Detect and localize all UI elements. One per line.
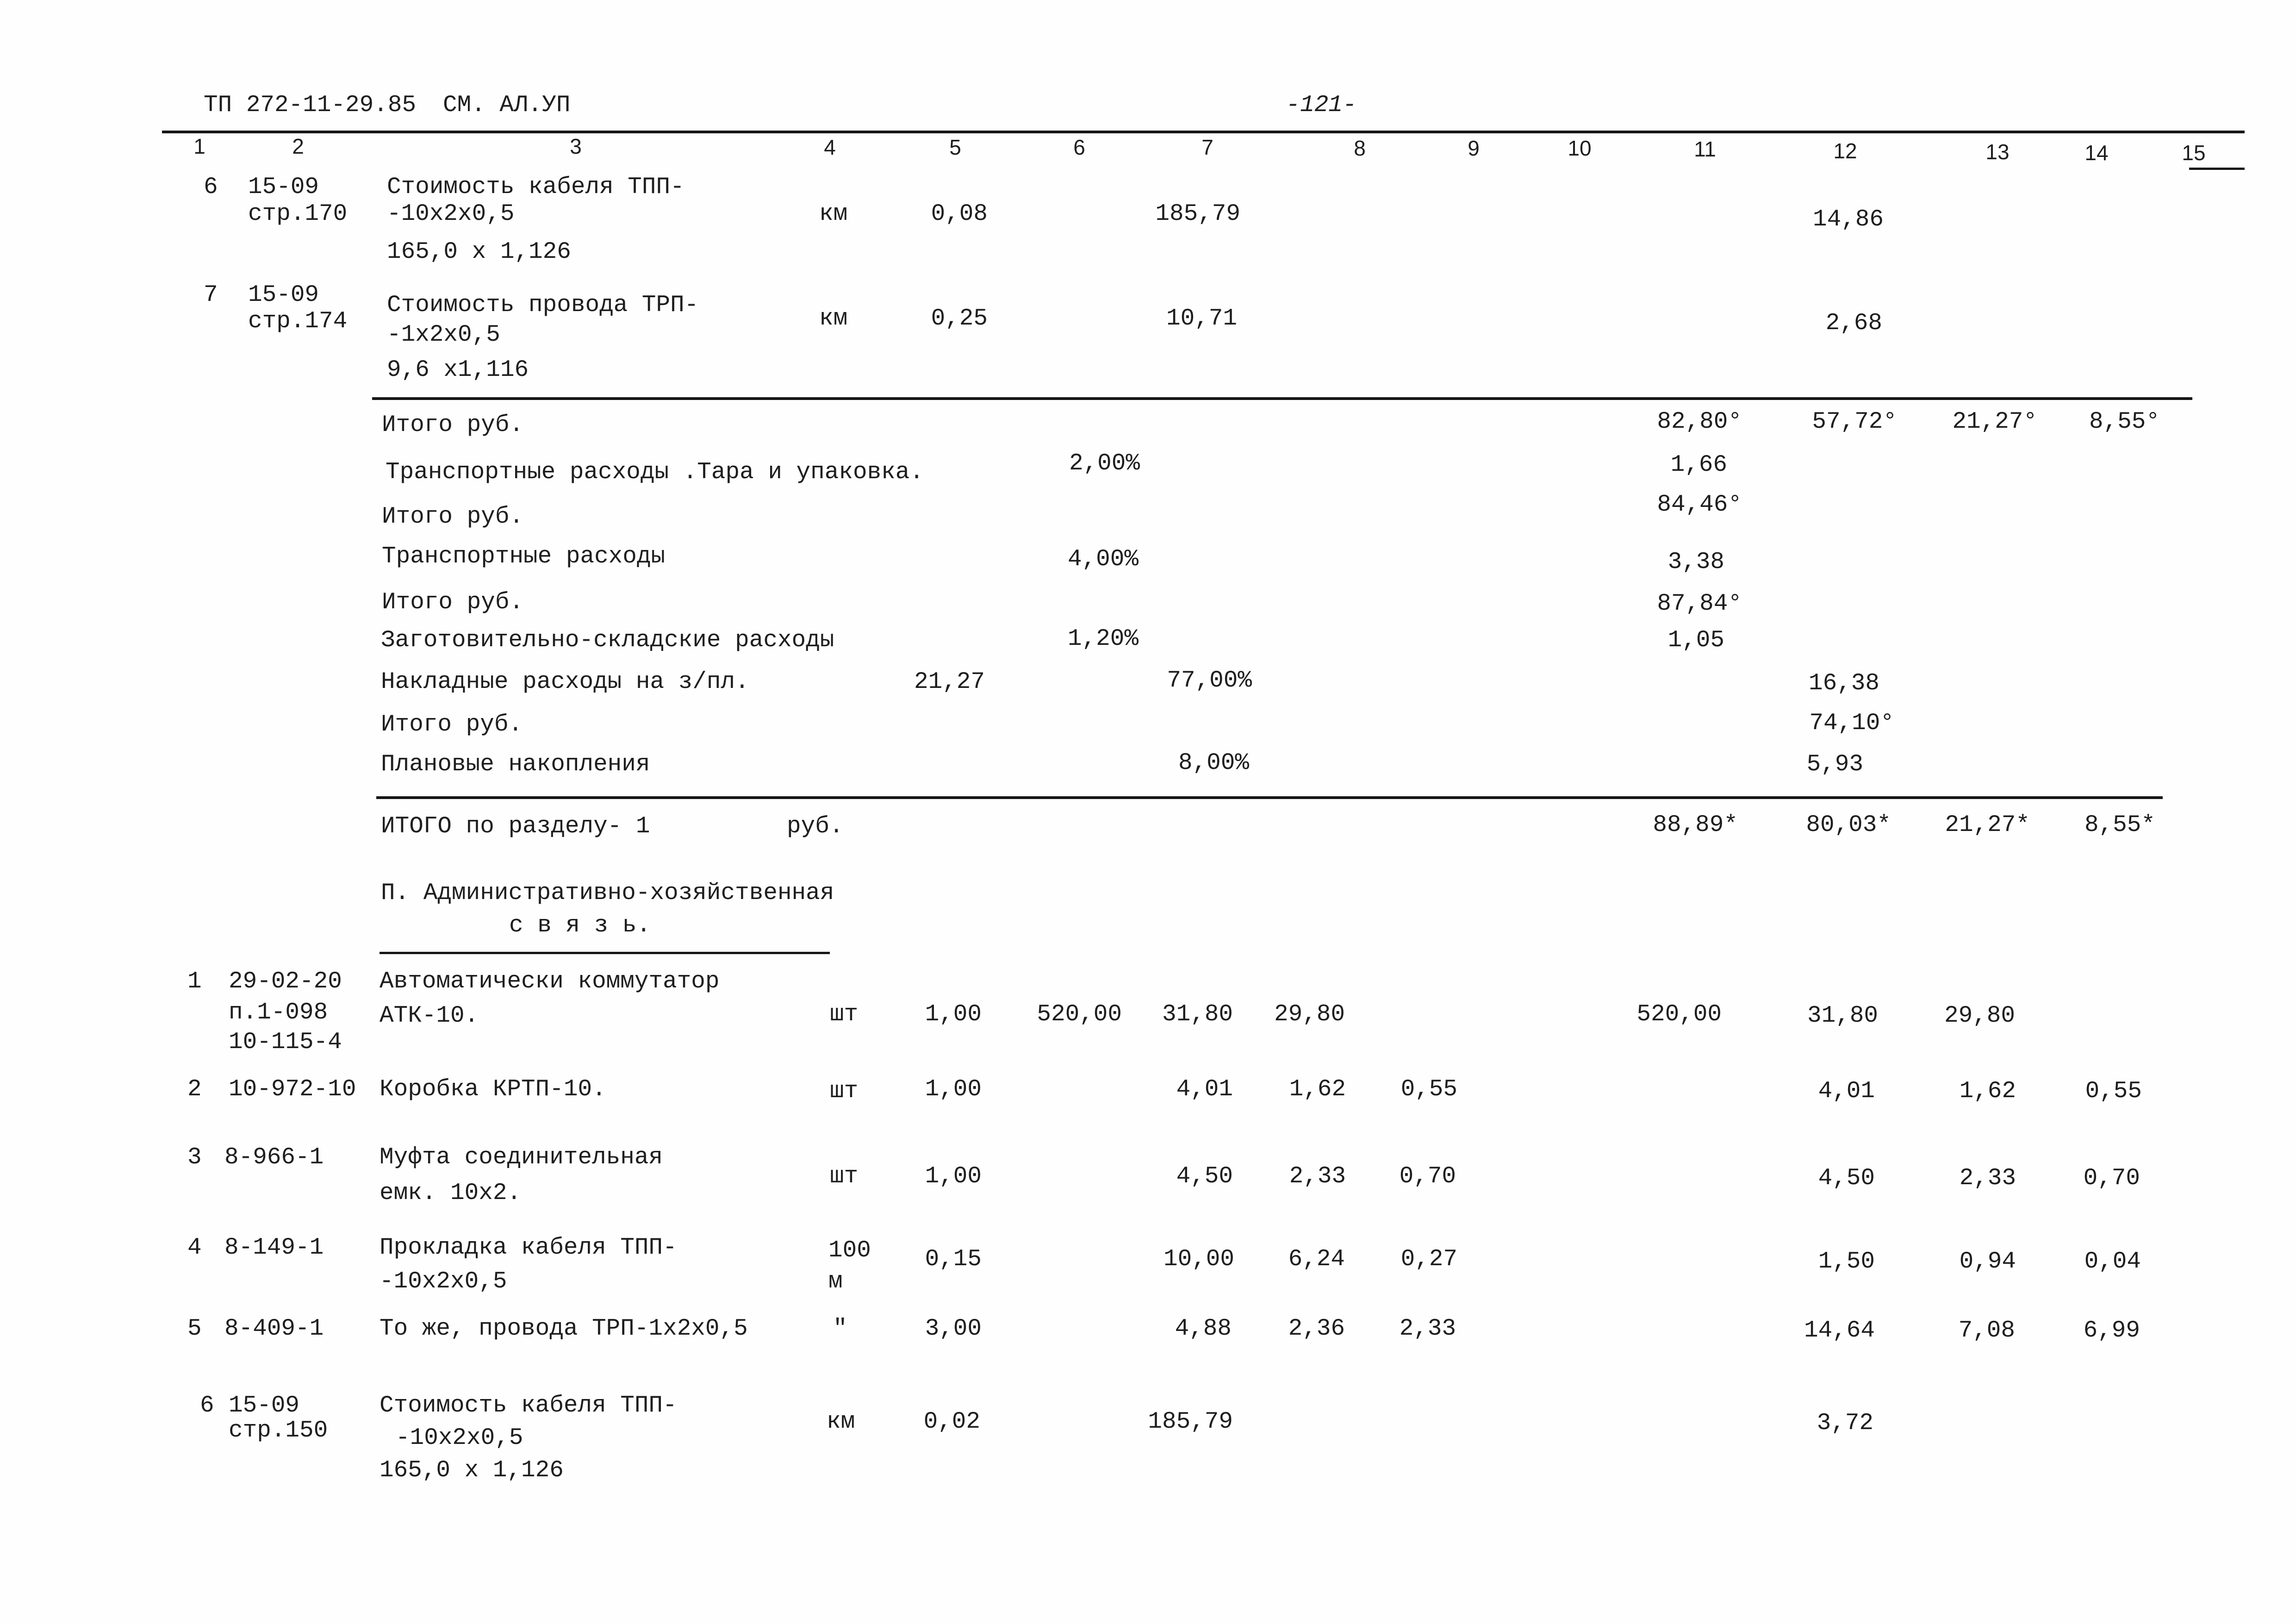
summary-col11: 3,38	[1668, 549, 1724, 575]
total-cost: 4,50	[1818, 1165, 1875, 1192]
item-name: Коробка КРТП-10.	[380, 1076, 606, 1103]
summary-col11: 82,80°	[1657, 409, 1742, 435]
item-name: АТК-10.	[380, 1003, 479, 1029]
price-code: 8-966-1	[224, 1144, 324, 1171]
item-number: 2	[187, 1076, 202, 1103]
item-name: -10х2х0,5	[380, 1268, 507, 1295]
column-number: 13	[1985, 140, 2010, 164]
unit-cost-equipment: 520,00	[1037, 1001, 1122, 1028]
unit-cost: 4,88	[1175, 1316, 1232, 1342]
item-name: 9,6 х1,116	[387, 357, 529, 383]
summary-col5: 21,27	[914, 669, 985, 695]
unit-cost: 4,50	[1176, 1163, 1233, 1190]
unit-cost-machines: 0,70	[1399, 1163, 1456, 1190]
price-code: 8-409-1	[224, 1316, 324, 1342]
item-name: То же, провода ТРП-1х2х0,5	[380, 1316, 748, 1342]
price-code: 10-115-4	[229, 1029, 342, 1056]
unit: м	[828, 1268, 843, 1295]
item-number: 7	[204, 282, 218, 308]
sheet-code: СМ. АЛ.УП	[443, 92, 571, 119]
unit-cost-wages: 2,33	[1289, 1163, 1346, 1190]
item-name: 165,0 х 1,126	[387, 239, 571, 265]
quantity: 0,15	[925, 1246, 982, 1273]
total-cost: 2,68	[1825, 310, 1882, 337]
column-number: 1	[193, 134, 205, 158]
price-code: 10-972-10	[229, 1076, 356, 1103]
total-machines: 0,70	[2083, 1165, 2140, 1192]
total-cost: 3,72	[1817, 1410, 1873, 1437]
document-code: ТП 272-11-29.85	[204, 92, 417, 119]
column-number: 15	[2182, 141, 2206, 165]
section-total-col14: 8,55*	[2084, 812, 2155, 838]
total-cost: 1,50	[1818, 1249, 1875, 1275]
total-wages: 7,08	[1958, 1318, 2015, 1344]
unit: км	[827, 1409, 855, 1435]
summary-label: Заготовительно-складские расходы	[381, 627, 834, 654]
item-name: Автоматически коммутатор	[380, 968, 720, 995]
column-number: 5	[949, 135, 961, 159]
unit: "	[833, 1316, 847, 1342]
item-name: -10х2х0,5	[396, 1425, 523, 1451]
unit-cost-wages: 1,62	[1289, 1076, 1346, 1103]
section-total-col12: 80,03*	[1806, 812, 1891, 838]
quantity: 0,25	[931, 306, 988, 332]
total-machines: 0,55	[2085, 1078, 2142, 1105]
total-machines: 6,99	[2083, 1318, 2140, 1344]
item-name: Прокладка кабеля ТПП-	[380, 1235, 677, 1261]
unit: км	[819, 201, 848, 227]
section-total-rule	[376, 796, 2163, 799]
column-number: 4	[824, 135, 836, 159]
summary-label: Итого руб.	[382, 504, 524, 530]
summary-col11: 1,66	[1670, 452, 1727, 478]
item-number: 6	[200, 1393, 214, 1419]
item-number: 1	[187, 968, 202, 995]
summary-col13: 21,27°	[1952, 409, 2037, 435]
unit-cost-wages: 2,36	[1288, 1316, 1345, 1342]
total-wages: 2,33	[1959, 1165, 2016, 1192]
unit-cost: 10,00	[1163, 1246, 1234, 1273]
summary-col12: 16,38	[1808, 670, 1879, 697]
header-rule	[162, 131, 2245, 133]
summary-col11: 1,05	[1668, 627, 1724, 654]
section-heading: П. Административно-хозяйственная	[381, 880, 834, 906]
section-heading-underline	[380, 952, 830, 954]
column-number: 12	[1833, 139, 1857, 163]
item-name: емк. 10х2.	[380, 1180, 522, 1206]
total-machines: 0,04	[2084, 1249, 2141, 1275]
total-cost: 14,86	[1812, 206, 1884, 233]
item-name: Муфта соединительная	[380, 1144, 663, 1171]
unit-cost: 10,71	[1166, 306, 1237, 332]
unit-cost: 4,01	[1176, 1076, 1233, 1103]
section-total-col11: 88,89*	[1653, 812, 1738, 838]
price-code: стр.174	[248, 308, 348, 335]
item-name: Стоимость кабеля ТПП-	[380, 1393, 677, 1419]
price-code: 15-09	[248, 282, 319, 308]
column-number: 9	[1468, 136, 1480, 160]
summary-col12: 57,72°	[1812, 409, 1897, 435]
quantity: 0,02	[923, 1409, 980, 1435]
summary-percent: 2,00%	[1069, 450, 1140, 477]
summary-label: Транспортные расходы	[382, 543, 666, 570]
column-number: 2	[292, 134, 304, 158]
unit: шт	[830, 1163, 859, 1190]
total-cost: 14,64	[1804, 1318, 1875, 1344]
column-number: 7	[1201, 135, 1213, 159]
column-number: 14	[2084, 141, 2109, 165]
summary-percent: 77,00%	[1167, 668, 1252, 694]
summary-col11: 84,46°	[1657, 492, 1742, 518]
price-code: п.1-098	[229, 999, 328, 1026]
unit-cost: 185,79	[1155, 201, 1240, 227]
price-code: 29-02-20	[229, 968, 342, 995]
total-cost: 31,80	[1807, 1003, 1878, 1029]
unit-cost-wages: 29,80	[1274, 1001, 1345, 1028]
quantity: 1,00	[925, 1163, 982, 1190]
summary-label: Итого руб.	[382, 412, 524, 438]
summary-col12: 5,93	[1806, 751, 1863, 778]
summary-label: Итого руб.	[382, 589, 524, 616]
summary-percent: 1,20%	[1067, 626, 1139, 652]
unit: шт	[830, 1078, 859, 1105]
unit-cost-machines: 2,33	[1399, 1316, 1456, 1342]
summary-percent: 4,00%	[1067, 546, 1139, 573]
quantity: 1,00	[925, 1001, 982, 1028]
item-name: Стоимость кабеля ТПП-	[387, 174, 684, 200]
summary-col11: 87,84°	[1657, 591, 1742, 617]
item-number: 6	[204, 174, 218, 200]
item-name: Стоимость провода ТРП-	[387, 292, 699, 319]
summary-label: Плановые накопления	[381, 751, 650, 778]
unit-cost-machines: 0,27	[1400, 1246, 1457, 1273]
summary-label: Итого руб.	[381, 712, 523, 738]
summary-col14: 8,55°	[2089, 409, 2160, 435]
total-wages: 0,94	[1959, 1249, 2016, 1275]
unit-cost: 185,79	[1148, 1409, 1233, 1435]
item-number: 5	[187, 1316, 202, 1342]
total-wages: 1,62	[1959, 1078, 2016, 1105]
unit: шт	[830, 1001, 859, 1028]
column-number: 8	[1354, 136, 1366, 160]
item-number: 3	[187, 1144, 202, 1171]
unit: 100	[828, 1237, 871, 1264]
price-code: стр.170	[248, 201, 348, 227]
item-number: 4	[187, 1235, 202, 1261]
item-name: -1х2х0,5	[387, 322, 500, 348]
item-name: -10х2х0,5	[387, 201, 515, 227]
subtotal-rule	[372, 397, 2192, 400]
price-code: 15-09	[248, 174, 319, 200]
price-code: стр.150	[229, 1418, 328, 1444]
unit-cost: 31,80	[1162, 1001, 1233, 1028]
header-rule-end-tick	[2189, 168, 2245, 170]
column-number: 10	[1568, 136, 1592, 160]
section-total-col13: 21,27*	[1945, 812, 2030, 838]
page-number: -121-	[1286, 92, 1357, 119]
price-code: 15-09	[229, 1393, 300, 1419]
summary-label: Накладные расходы на з/пл.	[381, 669, 749, 695]
total-wages: 29,80	[1944, 1003, 2015, 1029]
section-total-unit: руб.	[787, 813, 844, 840]
total-equipment: 520,00	[1636, 1001, 1722, 1028]
section-heading: с в я з ь.	[509, 912, 651, 939]
column-number: 6	[1073, 135, 1085, 159]
quantity: 3,00	[925, 1316, 982, 1342]
price-code: 8-149-1	[224, 1235, 324, 1261]
column-number: 11	[1694, 137, 1716, 161]
column-number: 3	[570, 134, 582, 158]
summary-label: Транспортные расходы .Тара и упаковка.	[386, 459, 924, 486]
section-total-label: ИТОГО по разделу- 1	[381, 813, 650, 840]
summary-col12: 74,10°	[1809, 710, 1894, 737]
unit: км	[819, 306, 848, 332]
total-cost: 4,01	[1818, 1078, 1875, 1105]
summary-percent: 8,00%	[1178, 750, 1249, 776]
unit-cost-machines: 0,55	[1400, 1076, 1457, 1103]
item-name: 165,0 х 1,126	[380, 1457, 564, 1484]
quantity: 1,00	[925, 1076, 982, 1103]
unit-cost-wages: 6,24	[1288, 1246, 1345, 1273]
quantity: 0,08	[931, 201, 988, 227]
